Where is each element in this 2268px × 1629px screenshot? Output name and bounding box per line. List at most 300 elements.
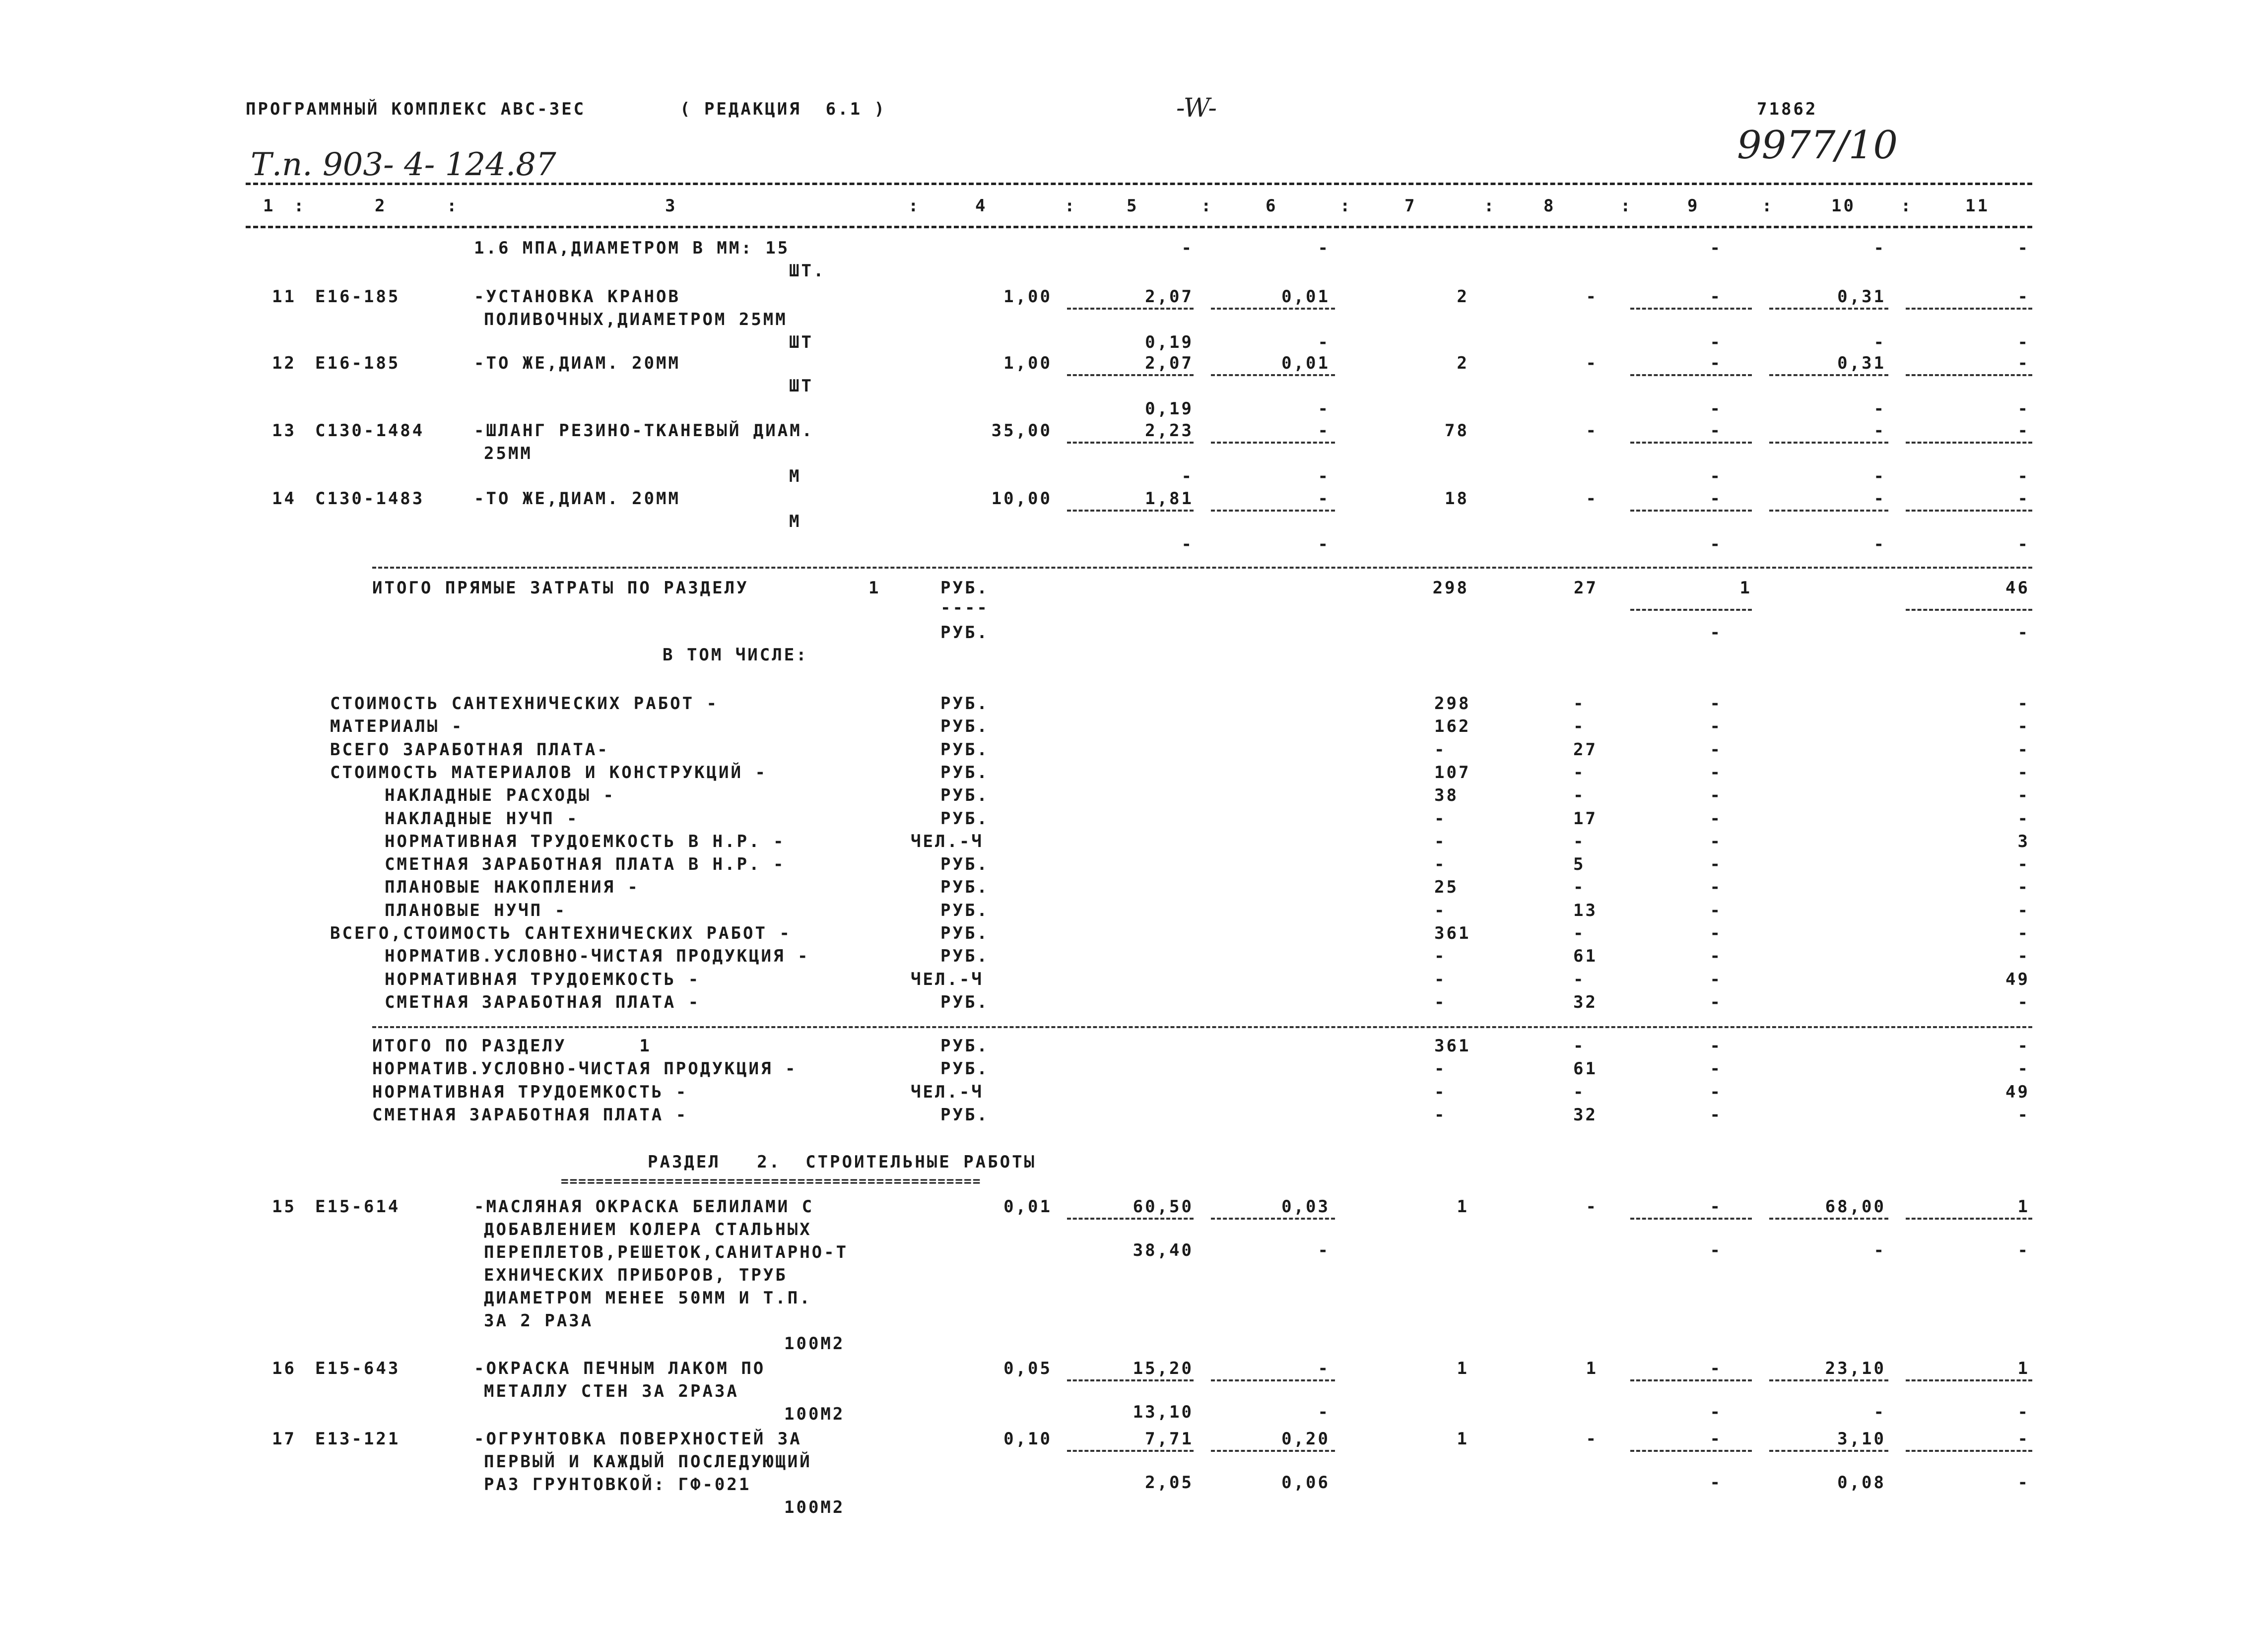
column-number: 10: [1831, 196, 1856, 216]
column-separator: :: [294, 196, 306, 216]
subrow-separator: [1067, 374, 1194, 376]
column-number: 1: [263, 196, 275, 216]
subrow-separator: [1630, 1379, 1752, 1381]
total-direct-label: ИТОГО ПРЯМЫЕ ЗАТРАТЫ ПО РАЗДЕЛУ: [372, 578, 749, 598]
cell-c9: -: [1710, 421, 1722, 441]
work-description: -ШЛАНГ РЕЗИНО-ТКАНЕВЫЙ ДИАМ.: [474, 421, 814, 441]
cell-c7: 298: [1434, 694, 1471, 714]
cell-c9-secondary: -: [1710, 238, 1722, 258]
breakdown-label: НОРМАТИВНАЯ ТРУДОЕМКОСТЬ В Н.Р. -: [385, 832, 786, 851]
cell-c10-secondary: -: [1873, 238, 1886, 258]
cell-c8: -: [1586, 1429, 1598, 1449]
column-number: 4: [975, 196, 988, 216]
cell-c4: 0,01: [1003, 1197, 1052, 1217]
cell-c7: -: [1434, 1082, 1447, 1102]
subrow-separator: [1067, 1218, 1194, 1220]
cell-c10: 0,31: [1837, 287, 1886, 307]
cell-c8: 17: [1573, 809, 1598, 829]
cell-c11: -: [2017, 694, 2030, 714]
project-code: Т.п. 903- 4- 124.87: [251, 146, 556, 183]
section-total-label: НОРМАТИВНАЯ ТРУДОЕМКОСТЬ -: [372, 1082, 688, 1102]
work-description: ДОБАВЛЕНИЕМ КОЛЕРА СТАЛЬНЫХ: [484, 1220, 812, 1239]
cell-c6-secondary: -: [1318, 399, 1330, 419]
cell-c6: 0,01: [1281, 353, 1330, 373]
cell-c7: 38: [1434, 785, 1459, 805]
section-total-label: СМЕТНАЯ ЗАРАБОТНАЯ ПЛАТА -: [372, 1105, 688, 1125]
work-description: ЗА 2 РАЗА: [484, 1311, 594, 1331]
subrow-separator: [1211, 1218, 1335, 1220]
breakdown-label: ПЛАНОВЫЕ НАКОПЛЕНИЯ -: [385, 877, 640, 897]
item-number: 17: [272, 1429, 296, 1449]
unit-of-measure: ШТ: [789, 376, 813, 396]
unit-of-measure: 100М2: [784, 1404, 845, 1424]
cell-c7: -: [1434, 946, 1447, 966]
total-direct-unit: РУБ.: [940, 578, 989, 598]
cell-c9: -: [1710, 785, 1722, 805]
cell-c7: -: [1434, 901, 1447, 920]
cell-c9: -: [1710, 353, 1722, 373]
cell-c8: -: [1586, 489, 1598, 509]
item-code: Е16-185: [315, 287, 400, 307]
cell-c8: -: [1573, 877, 1586, 897]
cell-c9-secondary: -: [1710, 534, 1722, 554]
cell-c8: -: [1573, 923, 1586, 943]
cell-c9: -: [1710, 740, 1722, 760]
sheet-code: 9977/10: [1737, 123, 1898, 168]
item-number: 16: [272, 1359, 296, 1378]
breakdown-label: ПЛАНОВЫЕ НУЧП -: [385, 901, 567, 920]
cell-c5-secondary: 13,10: [1133, 1402, 1194, 1422]
cell-c9: -: [1710, 992, 1722, 1012]
section-total-label: НОРМАТИВ.УСЛОВНО-ЧИСТАЯ ПРОДУКЦИЯ -: [372, 1059, 798, 1079]
cell-c7: 1: [1457, 1429, 1469, 1449]
cell-c4: 10,00: [991, 489, 1052, 509]
work-description: -ОКРАСКА ПЕЧНЫМ ЛАКОМ ПО: [474, 1359, 766, 1378]
work-description: МЕТАЛЛУ СТЕН ЗА 2РАЗА: [484, 1381, 739, 1401]
cell-c10: -: [1873, 421, 1886, 441]
edition: ( РЕДАКЦИЯ 6.1 ): [680, 99, 886, 119]
cell-c9: -: [1710, 923, 1722, 943]
column-separator: :: [1762, 196, 1774, 216]
cell-c5-secondary: 0,19: [1145, 399, 1194, 419]
cell-c8: -: [1573, 717, 1586, 736]
cell-c9: -: [1710, 1082, 1722, 1102]
cell-c11-secondary: -: [2017, 1473, 2030, 1493]
cell-c8: 13: [1573, 901, 1598, 920]
subrow-separator: [1211, 1379, 1335, 1381]
work-description: 25ММ: [484, 444, 533, 463]
column-separator: :: [1065, 196, 1077, 216]
breakdown-unit: РУБ.: [940, 763, 989, 782]
cell-c6: -: [1318, 489, 1330, 509]
cell-c7: -: [1434, 1105, 1447, 1125]
section-total-unit: РУБ.: [940, 1036, 989, 1056]
item-number: 14: [272, 489, 296, 509]
subrow-separator: [1906, 1450, 2032, 1452]
cell-c11: -: [2017, 717, 2030, 736]
breakdown-unit: РУБ.: [940, 785, 989, 805]
breakdown-unit: РУБ.: [940, 992, 989, 1012]
subrow-separator: [1630, 609, 1752, 611]
cell-c9: -: [1710, 901, 1722, 920]
breakdown-label: МАТЕРИАЛЫ -: [330, 717, 464, 736]
work-description: 1.6 МПА,ДИАМЕТРОМ В ММ: 15: [474, 238, 790, 258]
cell-c9: -: [1710, 1429, 1722, 1449]
cell-c6: -: [1318, 421, 1330, 441]
cell-c5: 60,50: [1133, 1197, 1194, 1217]
cell-c11: 49: [2005, 970, 2030, 989]
column-separator: :: [1620, 196, 1633, 216]
cell-c7: -: [1434, 740, 1447, 760]
cell-c10: -: [1873, 489, 1886, 509]
cell-c7: -: [1434, 1059, 1447, 1079]
cell-c9-secondary: -: [1710, 466, 1722, 486]
work-description: ЕХНИЧЕСКИХ ПРИБОРОВ, ТРУБ: [484, 1265, 788, 1285]
cell-c8: -: [1573, 1036, 1586, 1056]
subrow-separator: [1211, 442, 1335, 444]
section-total-unit: ЧЕЛ.-Ч: [911, 1082, 984, 1102]
cell-c8: -: [1573, 694, 1586, 714]
cell-c5-secondary: -: [1181, 466, 1194, 486]
cell-c11-secondary: -: [2017, 466, 2030, 486]
cell-c8: 1: [1586, 1359, 1598, 1378]
subrow-separator: [1067, 1379, 1194, 1381]
subrow-separator: [1769, 1450, 1888, 1452]
column-number: 3: [665, 196, 677, 216]
cell-c7: 78: [1445, 421, 1469, 441]
subrow-separator: [1630, 442, 1752, 444]
cell-c7: -: [1434, 992, 1447, 1012]
section-2-title: РАЗДЕЛ 2. СТРОИТЕЛЬНЫЕ РАБОТЫ: [648, 1152, 1037, 1172]
cell-c6: 0,20: [1281, 1429, 1330, 1449]
cell-c9: -: [1710, 809, 1722, 829]
subrow-separator: [1630, 374, 1752, 376]
cell-c9-secondary: -: [1710, 623, 1722, 643]
unit-of-measure: М: [789, 466, 801, 486]
section-2-underline: ================================================: [561, 1174, 982, 1189]
cell-c11: -: [2017, 1429, 2030, 1449]
section-rule: [372, 567, 2032, 569]
breakdown-label: ВСЕГО,СТОИМОСТЬ САНТЕХНИЧЕСКИХ РАБОТ -: [330, 923, 792, 943]
cell-c7: -: [1434, 854, 1447, 874]
subrow-separator: [1906, 442, 2032, 444]
cell-c11: -: [2017, 740, 2030, 760]
breakdown-label: СТОИМОСТЬ МАТЕРИАЛОВ И КОНСТРУКЦИЙ -: [330, 763, 767, 782]
cell-c5-secondary: 2,05: [1145, 1473, 1194, 1493]
cell-c7: 361: [1434, 1036, 1471, 1056]
column-number: 7: [1404, 196, 1417, 216]
cell-c7: -: [1434, 809, 1447, 829]
cell-c8: -: [1573, 785, 1586, 805]
unit-of-measure: М: [789, 512, 801, 531]
breakdown-unit: РУБ.: [940, 946, 989, 966]
cell-c11: -: [2017, 809, 2030, 829]
cell-c8: -: [1586, 421, 1598, 441]
cell-c11-secondary: -: [2017, 1240, 2030, 1260]
cell-c8: 5: [1573, 854, 1586, 874]
cell-c11-secondary: -: [2017, 238, 2030, 258]
cell-c11: 46: [2005, 578, 2030, 598]
item-number: 15: [272, 1197, 296, 1217]
breakdown-label: СМЕТНАЯ ЗАРАБОТНАЯ ПЛАТА В Н.Р. -: [385, 854, 786, 874]
cell-c6-secondary: -: [1318, 1240, 1330, 1260]
cell-c5: 1,81: [1145, 489, 1194, 509]
breakdown-unit: РУБ.: [940, 877, 989, 897]
cell-c11: 49: [2005, 1082, 2030, 1102]
column-number: 11: [1965, 196, 1990, 216]
cell-c9: -: [1710, 970, 1722, 989]
cell-c9: -: [1710, 1359, 1722, 1378]
column-number: 5: [1127, 196, 1139, 216]
cell-c9: -: [1710, 877, 1722, 897]
column-number: 2: [375, 196, 387, 216]
breakdown-unit: РУБ.: [940, 901, 989, 920]
cell-c7: 1: [1457, 1197, 1469, 1217]
section-rule: [372, 1026, 2032, 1028]
column-separator: :: [1484, 196, 1496, 216]
cell-c8: 32: [1573, 992, 1598, 1012]
cell-c10: 3,10: [1837, 1429, 1886, 1449]
cell-c11: 1: [2017, 1197, 2030, 1217]
column-separator: :: [1340, 196, 1352, 216]
cell-c10: 0,31: [1837, 353, 1886, 373]
work-description: ПЕРВЫЙ И КАЖДЫЙ ПОСЛЕДУЮЩИЙ: [484, 1452, 812, 1472]
cell-c7: 298: [1432, 578, 1469, 598]
subrow-separator: [1906, 609, 2032, 611]
total-direct-section: 1: [868, 578, 881, 598]
unit-of-measure: 100М2: [784, 1498, 845, 1517]
subrow-separator: [1630, 1450, 1752, 1452]
cell-c8: 27: [1573, 740, 1598, 760]
program-name: ПРОГРАММНЫЙ КОМПЛЕКС АВС-ЗЕС: [246, 99, 586, 119]
cell-c11-secondary: -: [2017, 399, 2030, 419]
cell-c4: 0,10: [1003, 1429, 1052, 1449]
cell-c7: 107: [1434, 763, 1471, 782]
cell-c6-secondary: 0,06: [1281, 1473, 1330, 1493]
cell-c11: -: [2017, 923, 2030, 943]
cell-c4: 1,00: [1003, 287, 1052, 307]
cell-c8: -: [1573, 763, 1586, 782]
column-number: 9: [1687, 196, 1700, 216]
cell-c9: -: [1710, 854, 1722, 874]
column-separator: :: [447, 196, 459, 216]
cell-c11: -: [2017, 901, 2030, 920]
subrow-separator: [1630, 510, 1752, 512]
total-direct-unit-dash: ----: [940, 598, 989, 618]
item-code: Е16-185: [315, 353, 400, 373]
subrow-separator: [1769, 374, 1888, 376]
cell-c8: -: [1586, 353, 1598, 373]
cell-c7: 2: [1457, 353, 1469, 373]
cell-c11: -: [2017, 287, 2030, 307]
cell-c11: -: [2017, 854, 2030, 874]
cell-c9: -: [1710, 946, 1722, 966]
cell-c7: 25: [1434, 877, 1459, 897]
subrow-separator: [1906, 374, 2032, 376]
work-description: -ТО ЖЕ,ДИАМ. 20ММ: [474, 489, 680, 509]
subrow-separator: [1769, 1218, 1888, 1220]
cell-c11: -: [2017, 353, 2030, 373]
cell-c8: -: [1573, 1082, 1586, 1102]
subrow-separator: [1067, 442, 1194, 444]
cell-c5: 7,71: [1145, 1429, 1194, 1449]
item-code: Е13-121: [315, 1429, 400, 1449]
cell-c11: -: [2017, 1036, 2030, 1056]
work-description: -ТО ЖЕ,ДИАМ. 20ММ: [474, 353, 680, 373]
page-mark: -W-: [1176, 93, 1217, 123]
total-direct-unit: РУБ.: [940, 623, 989, 643]
cell-c5-secondary: -: [1181, 238, 1194, 258]
cell-c11: -: [2017, 992, 2030, 1012]
column-separator: :: [1201, 196, 1213, 216]
cell-c7: 18: [1445, 489, 1469, 509]
cell-c5-secondary: 0,19: [1145, 332, 1194, 352]
subrow-separator: [1630, 308, 1752, 310]
column-separator: :: [908, 196, 921, 216]
breakdown-label: НАКЛАДНЫЕ НУЧП -: [385, 809, 579, 829]
cell-c9-secondary: -: [1710, 332, 1722, 352]
cell-c11-secondary: -: [2017, 332, 2030, 352]
cell-c5: 2,07: [1145, 353, 1194, 373]
section-total-unit: РУБ.: [940, 1059, 989, 1079]
breakdown-unit: ЧЕЛ.-Ч: [911, 832, 984, 851]
unit-of-measure: ШТ: [789, 332, 813, 352]
cell-c11: -: [2017, 1105, 2030, 1125]
cell-c10-secondary: -: [1873, 1240, 1886, 1260]
breakdown-unit: РУБ.: [940, 923, 989, 943]
cell-c9-secondary: -: [1710, 399, 1722, 419]
subrow-separator: [1769, 1379, 1888, 1381]
cell-c11-secondary: -: [2017, 534, 2030, 554]
breakdown-unit: ЧЕЛ.-Ч: [911, 970, 984, 989]
work-description: РАЗ ГРУНТОВКОЙ: ГФ-021: [484, 1475, 751, 1495]
work-description: -ОГРУНТОВКА ПОВЕРХНОСТЕЙ ЗА: [474, 1429, 802, 1449]
cell-c10-secondary: -: [1873, 332, 1886, 352]
subrow-separator: [1211, 1450, 1335, 1452]
cell-c5: 2,23: [1145, 421, 1194, 441]
section-total-unit: РУБ.: [940, 1105, 989, 1125]
breakdown-unit: РУБ.: [940, 854, 989, 874]
breakdown-label: ВСЕГО ЗАРАБОТНАЯ ПЛАТА-: [330, 740, 609, 760]
cell-c8: -: [1586, 1197, 1598, 1217]
subrow-separator: [1769, 442, 1888, 444]
subrow-separator: [1067, 308, 1194, 310]
cell-c10-secondary: -: [1873, 399, 1886, 419]
cell-c11: -: [2017, 489, 2030, 509]
breakdown-unit: РУБ.: [940, 694, 989, 714]
cell-c7: 1: [1457, 1359, 1469, 1378]
cell-c10: 23,10: [1825, 1359, 1886, 1378]
cell-c7: 2: [1457, 287, 1469, 307]
cell-c11: -: [2017, 877, 2030, 897]
cell-c5-secondary: 38,40: [1133, 1240, 1194, 1260]
cell-c8: 61: [1573, 1059, 1598, 1079]
subrow-separator: [1211, 510, 1335, 512]
cell-c9: -: [1710, 1197, 1722, 1217]
including-title: В ТОМ ЧИСЛЕ:: [663, 645, 808, 665]
item-code: Е15-614: [315, 1197, 400, 1217]
cell-c10-secondary: -: [1873, 466, 1886, 486]
subrow-separator: [1906, 1379, 2032, 1381]
header-rule: [246, 183, 2032, 185]
cell-c6-secondary: -: [1318, 1402, 1330, 1422]
subrow-separator: [1906, 510, 2032, 512]
cell-c8: 61: [1573, 946, 1598, 966]
cell-c4: 35,00: [991, 421, 1052, 441]
cell-c9-secondary: -: [1710, 1240, 1722, 1260]
work-description: -УСТАНОВКА КРАНОВ: [474, 287, 680, 307]
breakdown-unit: РУБ.: [940, 717, 989, 736]
work-description: ПОЛИВОЧНЫХ,ДИАМЕТРОМ 25ММ: [484, 310, 788, 329]
cell-c11: -: [2017, 421, 2030, 441]
cell-c9: -: [1710, 1036, 1722, 1056]
cell-c4: 1,00: [1003, 353, 1052, 373]
cell-c4: 0,05: [1003, 1359, 1052, 1378]
cell-c10-secondary: -: [1873, 1402, 1886, 1422]
cell-c8: 27: [1574, 578, 1598, 598]
item-number: 13: [272, 421, 296, 441]
cell-c8: -: [1573, 832, 1586, 851]
column-rule: [246, 226, 2032, 228]
cell-c9: 1: [1739, 578, 1752, 598]
cell-c6-secondary: -: [1318, 534, 1330, 554]
subrow-separator: [1906, 308, 2032, 310]
item-code: Е15-643: [315, 1359, 400, 1378]
cell-c8: -: [1573, 970, 1586, 989]
cell-c5-secondary: -: [1181, 534, 1194, 554]
cell-c6-secondary: -: [1318, 238, 1330, 258]
cell-c9: -: [1710, 1105, 1722, 1125]
column-number: 6: [1266, 196, 1278, 216]
breakdown-label: СТОИМОСТЬ САНТЕХНИЧЕСКИХ РАБОТ -: [330, 694, 719, 714]
cell-c11: -: [2017, 785, 2030, 805]
cell-c9: -: [1710, 694, 1722, 714]
unit-of-measure: 100М2: [784, 1334, 845, 1354]
cell-c9: -: [1710, 287, 1722, 307]
cell-c5: 15,20: [1133, 1359, 1194, 1378]
subrow-separator: [1906, 1218, 2032, 1220]
cell-c9-secondary: -: [1710, 1402, 1722, 1422]
subrow-separator: [1769, 308, 1888, 310]
cell-c7: -: [1434, 970, 1447, 989]
cell-c11: 1: [2017, 1359, 2030, 1378]
cell-c9: -: [1710, 1059, 1722, 1079]
breakdown-label: НАКЛАДНЫЕ РАСХОДЫ -: [385, 785, 615, 805]
cell-c6-secondary: -: [1318, 332, 1330, 352]
breakdown-label: НОРМАТИВНАЯ ТРУДОЕМКОСТЬ -: [385, 970, 701, 989]
cell-c11: -: [2017, 1059, 2030, 1079]
cell-c10: 68,00: [1825, 1197, 1886, 1217]
column-separator: :: [1901, 196, 1913, 216]
item-number: 12: [272, 353, 296, 373]
work-description: ПЕРЕПЛЕТОВ,РЕШЕТОК,САНИТАРНО-Т: [484, 1242, 849, 1262]
cell-c11: -: [2017, 946, 2030, 966]
cell-c6: 0,03: [1281, 1197, 1330, 1217]
section-total-label: ИТОГО ПО РАЗДЕЛУ 1: [372, 1036, 652, 1056]
subrow-separator: [1067, 510, 1194, 512]
breakdown-label: СМЕТНАЯ ЗАРАБОТНАЯ ПЛАТА -: [385, 992, 701, 1012]
subrow-separator: [1630, 1218, 1752, 1220]
cell-c6: 0,01: [1281, 287, 1330, 307]
work-description: -МАСЛЯНАЯ ОКРАСКА БЕЛИЛАМИ С: [474, 1197, 814, 1217]
item-code: С130-1483: [315, 489, 425, 509]
cell-c8: 32: [1573, 1105, 1598, 1125]
breakdown-unit: РУБ.: [940, 740, 989, 760]
unit-of-measure: ШТ.: [789, 261, 826, 281]
work-description: ДИАМЕТРОМ МЕНЕЕ 50ММ И Т.П.: [484, 1288, 812, 1308]
cell-c11: -: [2017, 763, 2030, 782]
subrow-separator: [1769, 510, 1888, 512]
